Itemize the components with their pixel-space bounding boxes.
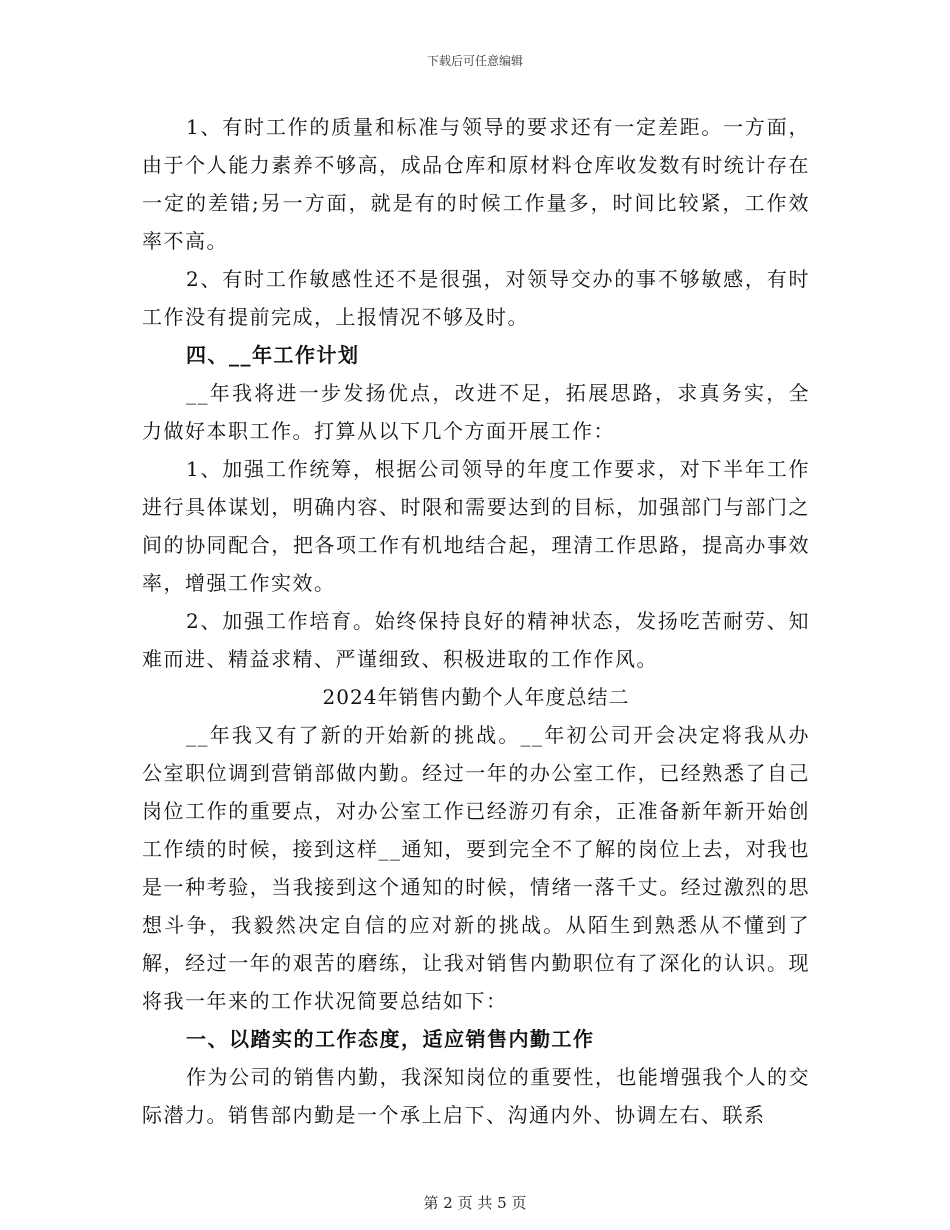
page-footer: 第 2 页 共 5 页 (423, 1194, 527, 1212)
paragraph: __年我将进一步发扬优点，改进不足，拓展思路，求真务实，全力做好本职工作。打算从以下几个方面开展工作： (142, 381, 810, 443)
paragraph: 作为公司的销售内勤，我深知岗位的重要性，也能增强我个人的交际潜力。销售部内勤是一个承上启下、沟通内外、协调左右、联系 (142, 1065, 810, 1127)
paragraph: __年我又有了新的开始新的挑战。__年初公司开会决定将我从办公室职位调到营销部做内勤。经过一年的办公室工作，已经熟悉了自己岗位工作的重要点，对办公室工作已经游刃有余，正准备新年新开始创工作绩的时候，接到这样__通知，要到完全不了解的岗位上去，对我也是一种考验，当我接到这个通知的时候，情绪一落千丈。经过激烈的思想斗争，我毅然决定自信的应对新的挑战。从陌生到熟悉从不懂到了解，经过一年的艰苦的磨练，让我对销售内勤职位有了深化的认识。现将我一年来的工作状况简要总结如下： (142, 723, 810, 1013)
page-header: 下载后可任意编辑 (426, 54, 523, 68)
document-body (142, 108, 810, 1134)
paragraph: 1、加强工作统筹，根据公司领导的年度工作要求，对下半年工作进行具体谋划，明确内容、时限和需要达到的目标，加强部门与部门之间的协同配合，把各项工作有机地结合起，理清工作思路，提高办事效率，增强工作实效。 (142, 457, 810, 595)
paragraph: 2、有时工作敏感性还不是很强，对领导交办的事不够敏感，有时工作没有提前完成，上报情况不够及时。 (142, 267, 810, 329)
section-heading: 一、以踏实的工作态度，适应销售内勤工作 (186, 1027, 595, 1051)
paragraph: 2、加强工作培育。始终保持良好的精神状态，发扬吃苦耐劳、知难而进、精益求精、严谨细致、积极进取的工作作风。 (142, 609, 810, 671)
section-heading: 四、__年工作计划 (186, 343, 360, 367)
document-title: 2024年销售内勤个人年度总结二 (322, 685, 630, 709)
paragraph: 1、有时工作的质量和标准与领导的要求还有一定差距。一方面，由于个人能力素养不够高，成品仓库和原材料仓库收发数有时统计存在一定的差错;另一方面，就是有的时候工作量多，时间比较紧，工作效率不高。 (142, 115, 810, 253)
